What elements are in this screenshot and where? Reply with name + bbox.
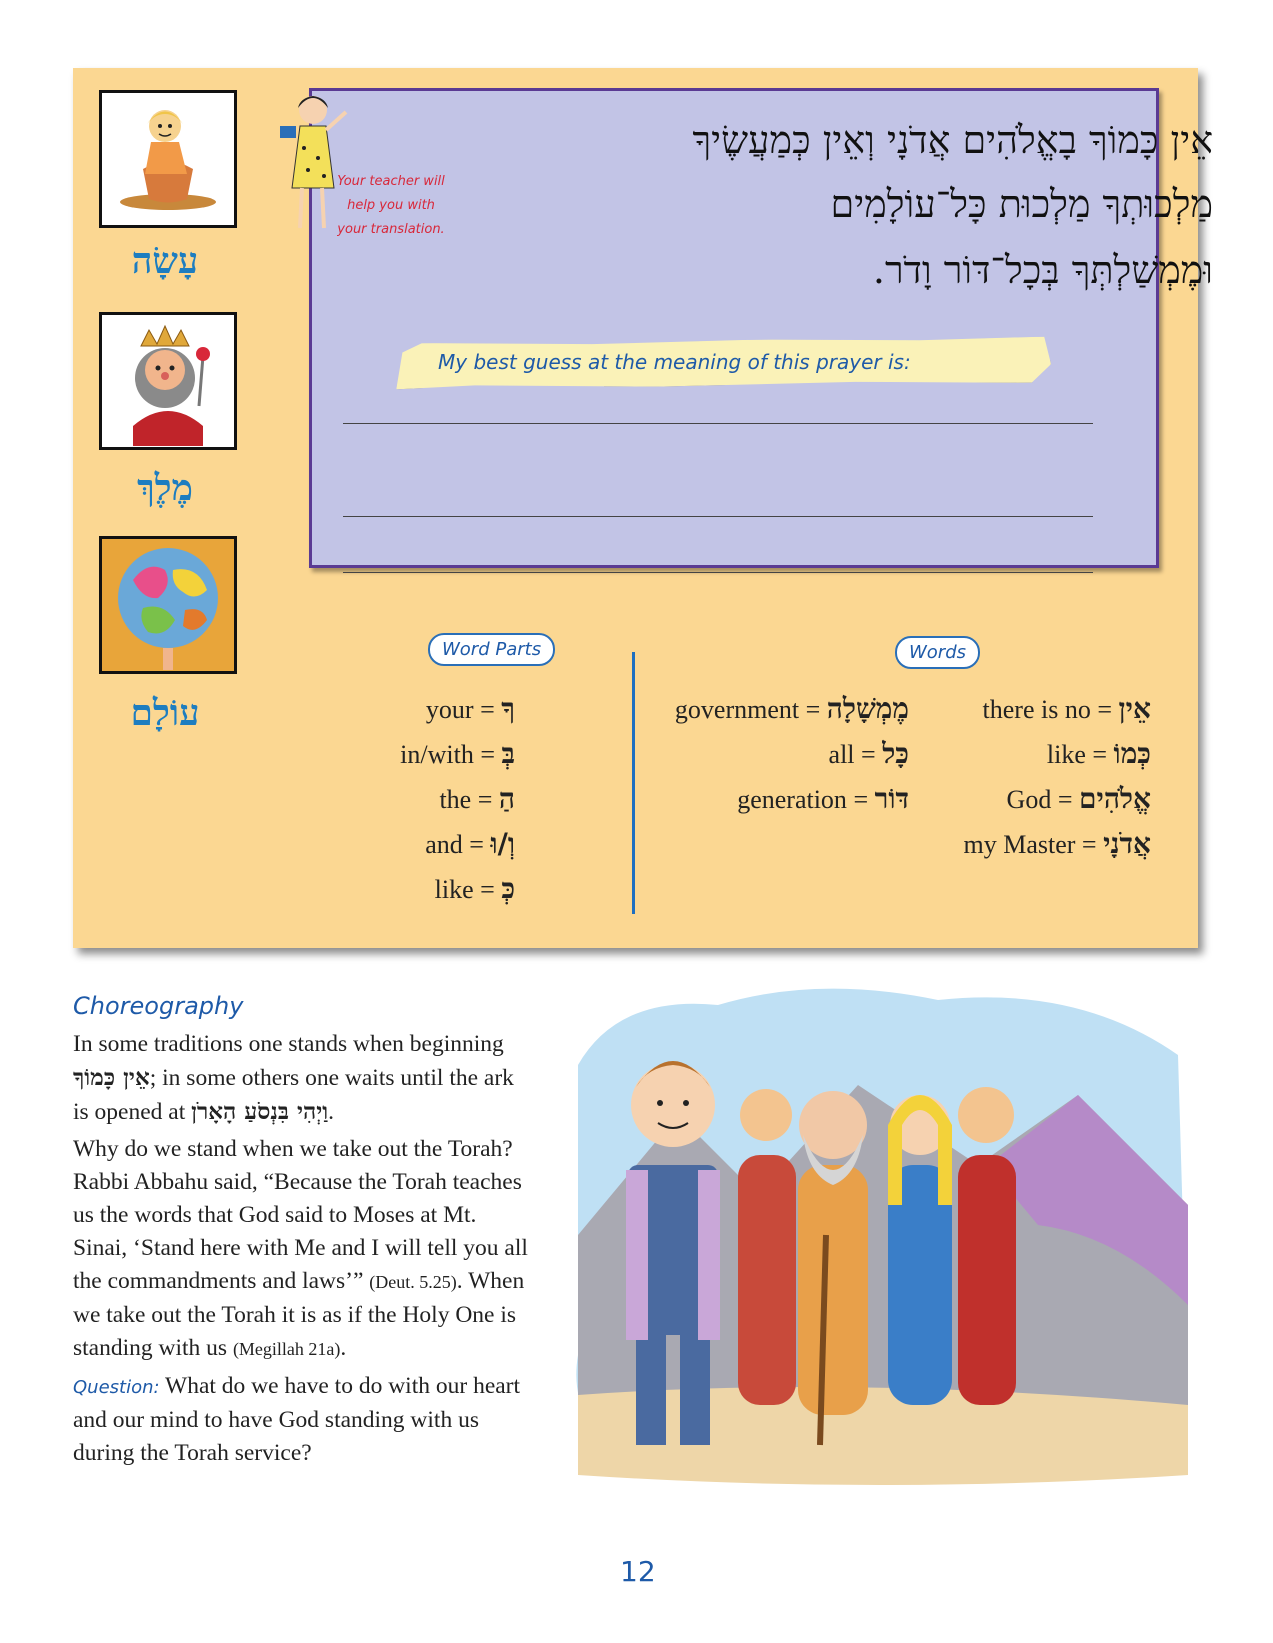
word-row: there is no = אֵין — [982, 692, 1151, 725]
king-icon — [99, 312, 237, 450]
choreography-text — [73, 1028, 533, 1474]
word-part-row: your = ךָ — [425, 692, 515, 725]
word-row: government = מֶמְשָׁלָה — [674, 692, 909, 725]
vocab-word-melech: מֶלֶךְ — [137, 467, 193, 509]
word-part-row: the = הַ — [439, 782, 515, 815]
column-divider — [632, 652, 635, 914]
prayer-line-3: וּמֶמְשַׁלְתְּךָ בְּכָל־דּוֹר וָדֹר. — [872, 248, 1213, 292]
prayer-line-1: אֵין כָּמוֹךָ בָאֱלֹהִים אֲדֹנָי וְאֵין כְּמַעֲשֶׂיךָ — [692, 118, 1213, 162]
answer-line[interactable] — [343, 423, 1093, 424]
vocab-word-asah: עָשָׂה — [131, 240, 199, 282]
word-row: generation = דּוֹר — [737, 782, 909, 815]
word-part-row: and = וְ/וּ — [425, 827, 515, 860]
words-title: Words — [895, 636, 980, 669]
word-part-row: like = כְּ — [434, 872, 515, 905]
globe-icon — [99, 536, 237, 674]
word-row: all = כָּל — [828, 737, 909, 770]
section-title: Choreography — [73, 992, 244, 1020]
people-at-sinai-illustration — [558, 975, 1198, 1520]
word-parts-title: Word Parts — [428, 633, 555, 666]
paragraph-1: In some traditions one stands when beginning אֵין כָּמוֹךָ; in some others one waits until the ark is opened at וַיְהִי בִּנְסֹעַ הָאָרֹן. — [73, 1031, 514, 1125]
word-row: like = כְּמוֹ — [1046, 737, 1151, 770]
prayer-line-2: מַלְכוּתְךָ מַלְכוּת כָּל־עוֹלָמִים — [830, 182, 1213, 226]
vocab-word-olam: עוֹלָם — [130, 692, 200, 734]
answer-line[interactable] — [343, 516, 1093, 517]
word-row: God = אֱלֹהִים — [1006, 782, 1151, 815]
guess-label: My best guess at the meaning of this prayer is: — [438, 350, 911, 374]
question-paragraph: Question: What do we have to do with our heart and our mind to have God standing with us during the Torah service? — [73, 1373, 521, 1466]
answer-line[interactable] — [343, 572, 1093, 573]
word-row: my Master = אֲדֹנָי — [963, 827, 1151, 860]
paragraph-2: Why do we stand when we take out the Torah? Rabbi Abbahu said, “Because the Torah teaches us the words that God said to Moses at Mt. Sinai, ‘Stand here with Me and I will tell you all the commandments and laws’” (Deut. 5.25). When we take out the Torah it is as if the Holy One is standing with us (Megillah 21a). — [73, 1136, 528, 1361]
teacher-note: Your teacher will help you with your translation. — [337, 174, 445, 237]
potter-girl-icon — [99, 90, 237, 228]
word-part-row: in/with = בְּ — [400, 737, 515, 770]
page-number: 12 — [620, 1555, 656, 1588]
